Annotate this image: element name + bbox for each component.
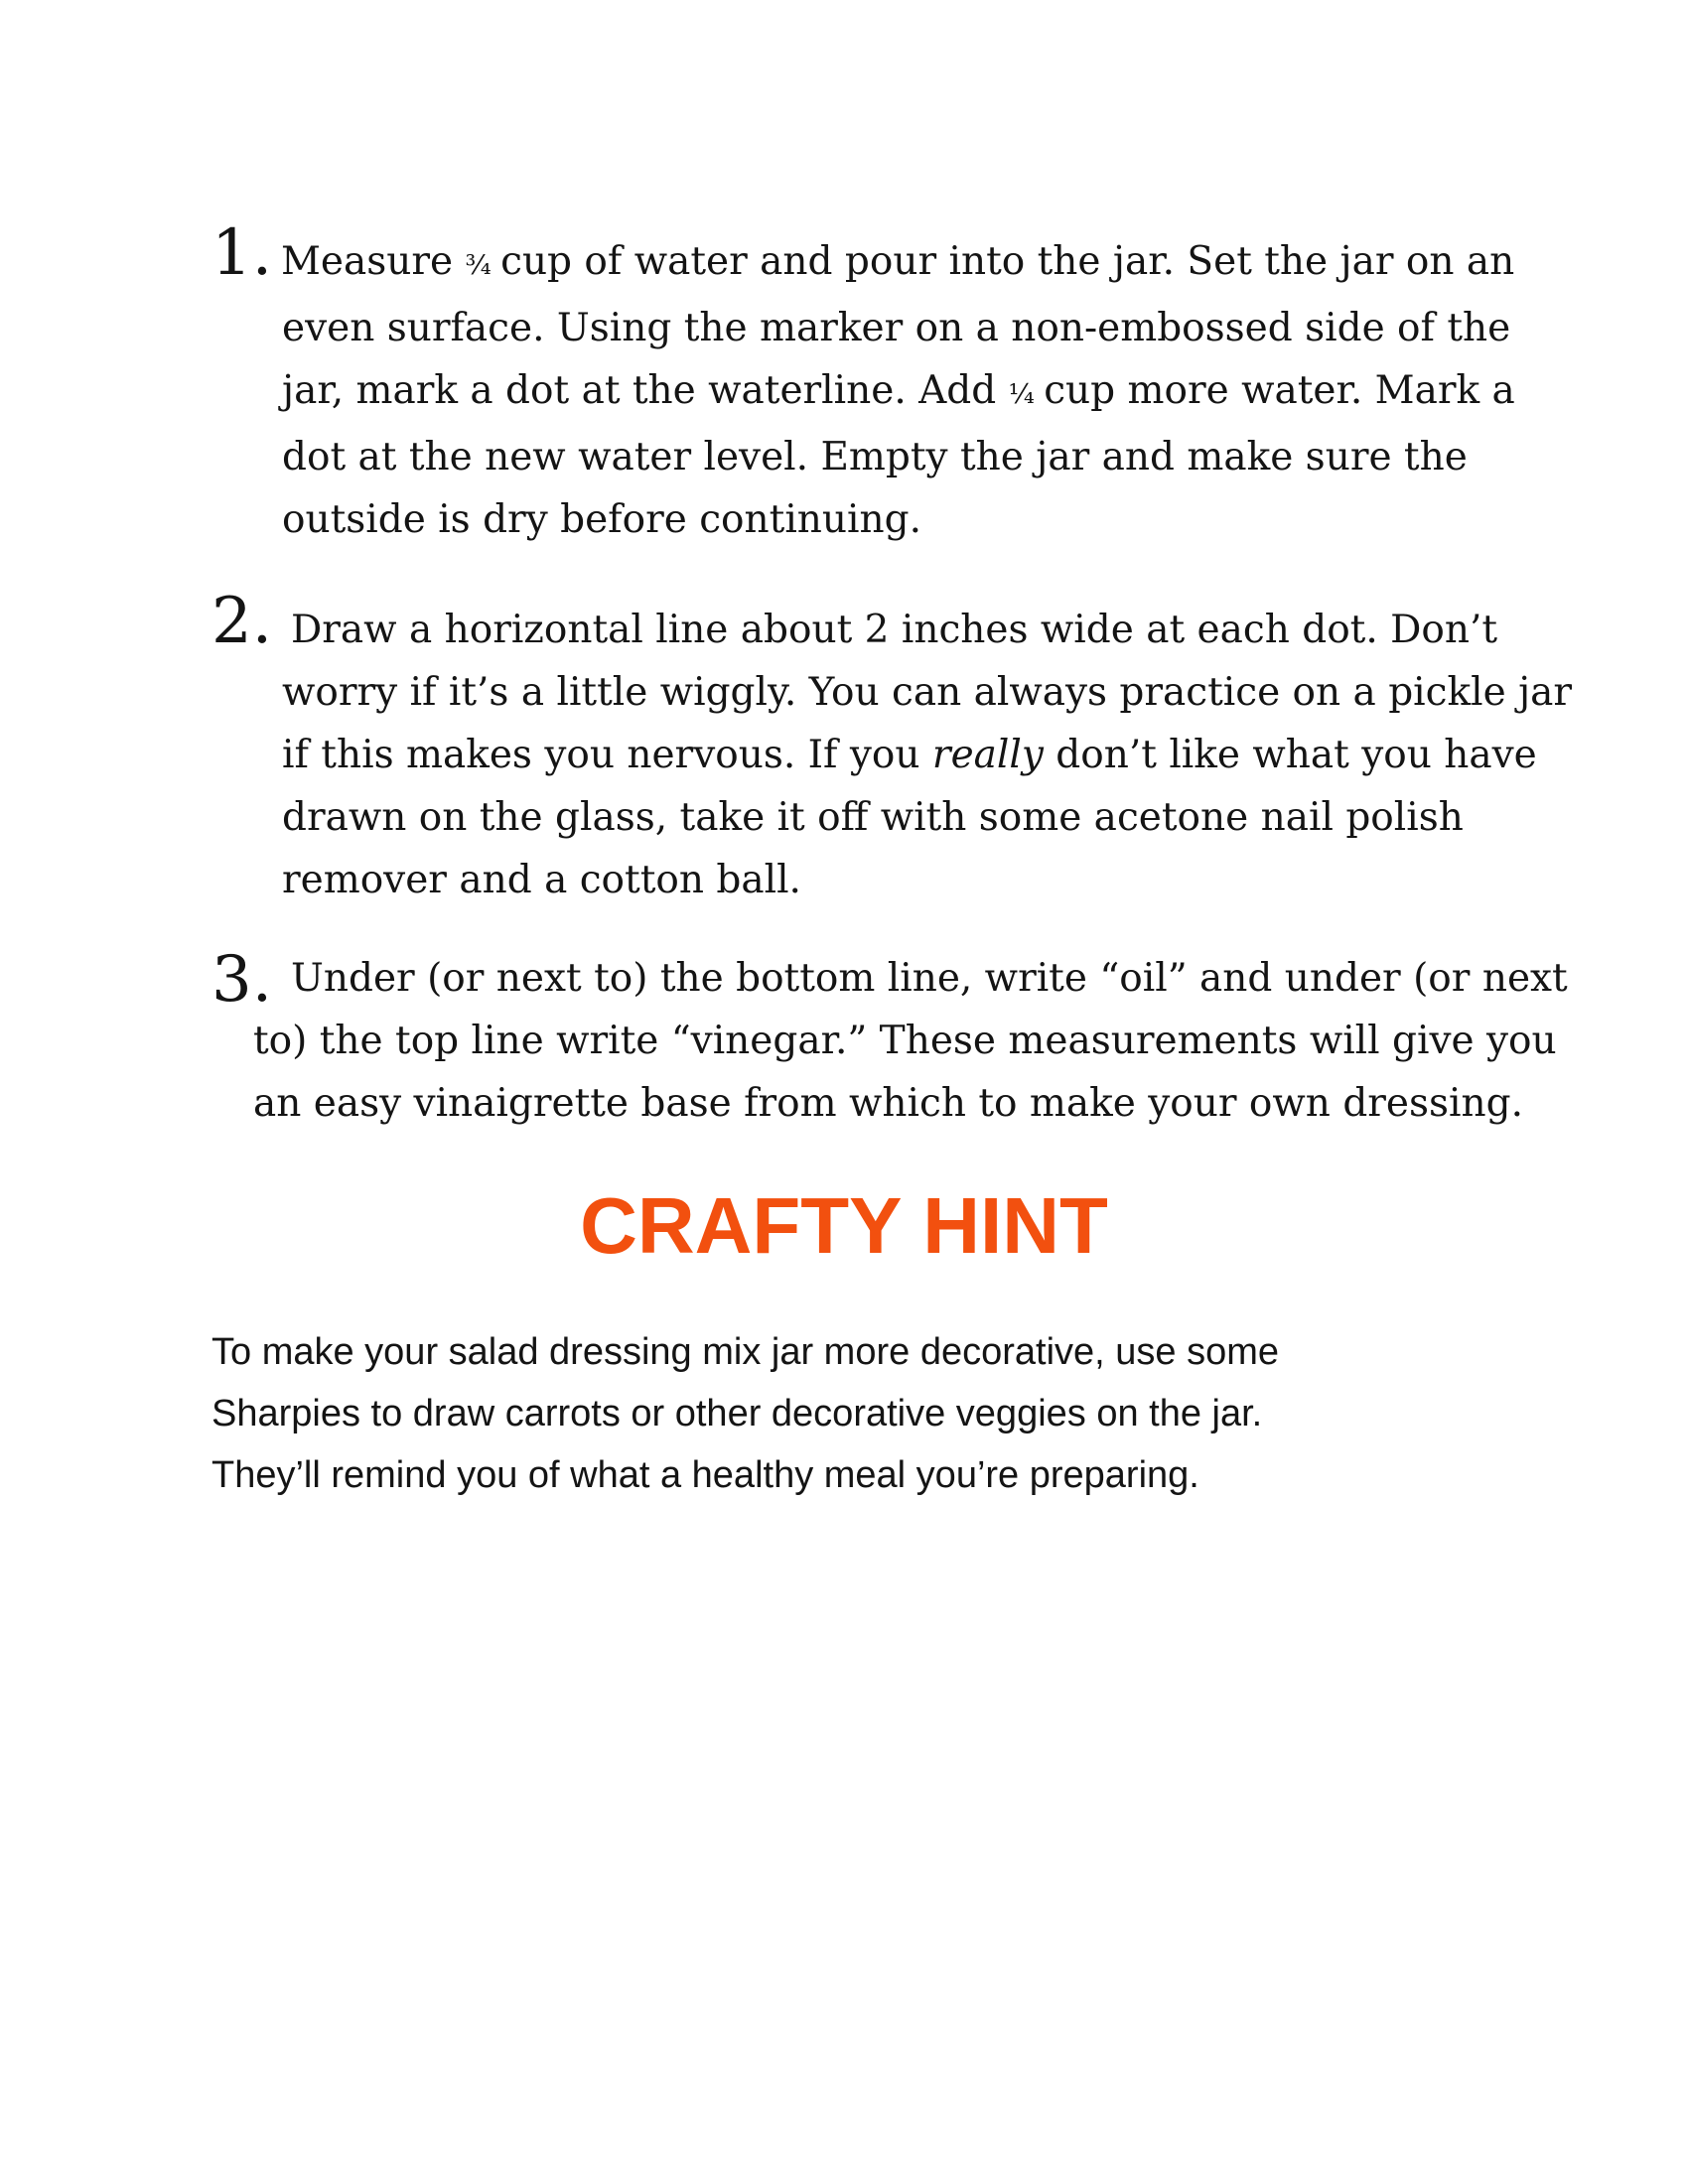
step-2: [211, 585, 1573, 911]
step-1: [211, 216, 1515, 551]
step-text-line: outside is dry before continuing.: [282, 497, 921, 542]
step-text-line: to) the top line write “vinegar.” These measurements will give you: [253, 1019, 1557, 1063]
crafty-hint-body: [211, 1321, 1502, 1506]
step-text-line: dot at the new water level. Empty the jar and make sure the: [282, 435, 1468, 479]
step-text-line: if this makes you nervous. If you really don’t like what you have: [282, 733, 1537, 777]
crafty-hint-heading: CRAFTY HINT: [580, 1181, 1108, 1270]
three-quarter-fraction: ¾: [465, 250, 489, 281]
hint-text-line: They’ll remind you of what a healthy meal you’re preparing.: [211, 1454, 1199, 1496]
step-text-line: jar, mark a dot at the waterline. Add ¼ cup more water. Mark a: [282, 368, 1515, 413]
step-3: [211, 943, 1568, 1135]
hint-text-line: Sharpies to draw carrots or other decorative veggies on the jar.: [211, 1393, 1263, 1434]
step-text-line: Draw a horizontal line about 2 inches wide at each dot. Don’t: [291, 608, 1498, 652]
step-text-line: remover and a cotton ball.: [282, 858, 801, 902]
step-text-line: drawn on the glass, take it off with some acetone nail polish: [282, 795, 1464, 840]
step-number: 1.: [211, 216, 273, 290]
step-text-line: Measure ¾ cup of water and pour into the jar. Set the jar on an: [281, 239, 1515, 284]
hint-text-line: To make your salad dressing mix jar more decorative, use some: [211, 1331, 1280, 1373]
emphasis-really: really: [931, 733, 1044, 777]
one-quarter-fraction: ¼: [1008, 379, 1032, 410]
step-text-line: even surface. Using the marker on a non-embossed side of the: [282, 306, 1511, 350]
step-number: 3.: [211, 943, 273, 1017]
step-text-line: worry if it’s a little wiggly. You can always practice on a pickle jar: [282, 670, 1573, 715]
step-text-line: Under (or next to) the bottom line, write “oil” and under (or next: [291, 956, 1568, 1001]
step-text-line: an easy vinaigrette base from which to make your own dressing.: [253, 1081, 1523, 1126]
step-number: 2.: [211, 585, 273, 658]
